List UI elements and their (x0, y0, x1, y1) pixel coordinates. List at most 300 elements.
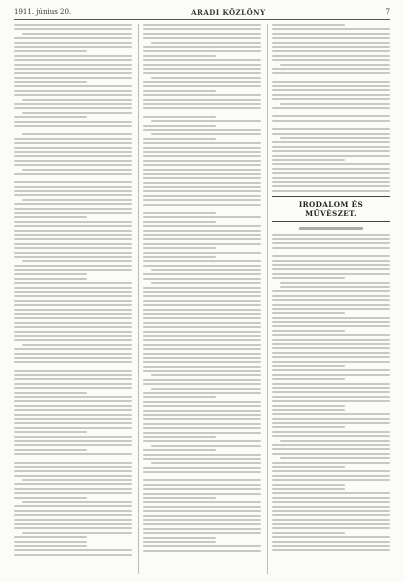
text-line-placeholder (143, 216, 261, 218)
text-line-placeholder (22, 112, 132, 114)
text-line-placeholder (14, 505, 132, 507)
text-line-placeholder (143, 190, 261, 192)
text-line-placeholder (272, 37, 390, 39)
text-line-placeholder (143, 348, 261, 350)
text-line-placeholder (272, 365, 345, 367)
text-line-placeholder (272, 268, 390, 270)
text-line-placeholder (14, 523, 132, 525)
text-line-placeholder (14, 392, 87, 394)
text-line-placeholder (14, 181, 132, 183)
text-line-placeholder (14, 374, 132, 376)
text-line-placeholder (143, 151, 261, 153)
text-line-placeholder (272, 488, 345, 490)
text-line-placeholder (14, 291, 132, 293)
text-line-placeholder (272, 422, 390, 424)
text-line-placeholder (272, 409, 345, 411)
text-line-placeholder (14, 55, 132, 57)
text-line-placeholder (14, 304, 132, 306)
text-line-placeholder (272, 98, 390, 100)
text-line-placeholder (143, 81, 261, 83)
text-line-placeholder (272, 356, 390, 358)
text-line-placeholder (14, 462, 132, 464)
text-line-placeholder (272, 260, 390, 262)
text-line-placeholder (143, 471, 261, 473)
text-line-placeholder (151, 120, 261, 122)
text-line-placeholder (143, 414, 261, 416)
text-line-placeholder (14, 59, 132, 61)
text-line-placeholder (14, 155, 132, 157)
text-line-placeholder (143, 344, 261, 346)
text-line-placeholder (143, 212, 216, 214)
text-line-placeholder (151, 445, 261, 447)
text-line-placeholder (272, 532, 345, 534)
text-line-placeholder (14, 121, 132, 123)
header-rule (14, 19, 390, 20)
text-line-placeholder (143, 317, 261, 319)
text-line-placeholder (151, 133, 261, 135)
text-line-placeholder (272, 374, 390, 376)
text-line-placeholder (14, 309, 132, 311)
text-line-placeholder (14, 269, 132, 271)
text-line-placeholder (14, 68, 132, 70)
text-line-placeholder (272, 514, 390, 516)
text-line-placeholder (143, 252, 261, 254)
text-line-placeholder (272, 120, 390, 122)
text-line-placeholder (14, 230, 132, 232)
section-heading-literature: IRODALOM ÉS MŰVÉSZET. (272, 196, 390, 222)
text-line-placeholder (272, 190, 390, 192)
text-line-placeholder (143, 467, 261, 469)
text-line-placeholder (272, 396, 390, 398)
text-line-placeholder (14, 470, 132, 472)
text-line-placeholder (280, 64, 390, 66)
text-line-placeholder (14, 46, 132, 48)
text-line-placeholder (22, 99, 132, 101)
text-line-placeholder (14, 216, 87, 218)
text-line-placeholder (14, 273, 87, 275)
text-line-placeholder (14, 116, 87, 118)
text-line-placeholder (272, 339, 390, 341)
text-line-placeholder (14, 378, 132, 380)
text-line-placeholder (143, 103, 261, 105)
text-line-placeholder (14, 225, 132, 227)
text-line-placeholder (143, 28, 261, 30)
text-line-placeholder (14, 256, 132, 258)
text-column-2 (143, 24, 261, 574)
text-line-placeholder (272, 466, 345, 468)
text-line-placeholder (14, 24, 132, 26)
text-line-placeholder (143, 449, 216, 451)
text-line-placeholder (272, 334, 390, 336)
page-header (14, 6, 390, 18)
text-line-placeholder (14, 125, 132, 127)
text-line-placeholder (143, 410, 261, 412)
text-line-placeholder (272, 378, 345, 380)
text-line-placeholder (143, 537, 216, 539)
text-line-placeholder (14, 436, 132, 438)
text-line-placeholder (14, 444, 132, 446)
text-line-placeholder (143, 370, 261, 372)
text-line-placeholder (272, 479, 390, 481)
text-line-placeholder (151, 282, 261, 284)
text-line-placeholder (272, 59, 390, 61)
text-line-placeholder (143, 90, 216, 92)
text-line-placeholder (143, 160, 261, 162)
text-line-placeholder (272, 264, 390, 266)
text-line-placeholder (151, 77, 261, 79)
text-line-placeholder (14, 278, 87, 280)
text-line-placeholder (143, 335, 261, 337)
text-line-placeholder (143, 107, 261, 109)
text-line-placeholder (143, 423, 261, 425)
text-line-placeholder (14, 519, 132, 521)
text-line-placeholder (143, 519, 261, 521)
text-line-placeholder (143, 265, 261, 267)
text-line-placeholder (272, 159, 345, 161)
section-subheading (299, 227, 364, 230)
text-line-placeholder (272, 177, 390, 179)
text-line-placeholder (143, 339, 261, 341)
text-line-placeholder (14, 282, 132, 284)
text-line-placeholder (143, 68, 261, 70)
text-line-placeholder (14, 405, 132, 407)
text-line-placeholder (143, 396, 216, 398)
text-line-placeholder (143, 260, 261, 262)
text-line-placeholder (14, 353, 132, 355)
text-line-placeholder (272, 484, 345, 486)
text-line-placeholder (272, 89, 390, 91)
text-line-placeholder (143, 186, 261, 188)
text-line-placeholder (272, 549, 390, 551)
text-line-placeholder (14, 173, 132, 175)
text-line-placeholder (272, 312, 345, 314)
text-line-placeholder (14, 554, 132, 556)
text-line-placeholder (272, 510, 390, 512)
text-line-placeholder (14, 186, 132, 188)
text-line-placeholder (272, 492, 390, 494)
text-line-placeholder (280, 457, 390, 459)
text-line-placeholder (14, 339, 132, 341)
text-line-placeholder (143, 225, 261, 227)
text-line-placeholder (143, 72, 261, 74)
text-line-placeholder (14, 422, 132, 424)
text-line-placeholder (14, 72, 132, 74)
text-line-placeholder (22, 479, 132, 481)
text-line-placeholder (272, 185, 390, 187)
text-line-placeholder (143, 379, 261, 381)
text-line-placeholder (14, 81, 87, 83)
text-line-placeholder (143, 195, 261, 197)
text-line-placeholder (143, 506, 261, 508)
text-line-placeholder (14, 138, 132, 140)
text-line-placeholder (272, 426, 345, 428)
text-line-placeholder (14, 203, 132, 205)
text-line-placeholder (143, 326, 261, 328)
text-line-placeholder (143, 230, 261, 232)
text-line-placeholder (272, 497, 390, 499)
text-line-placeholder (143, 169, 261, 171)
text-line-placeholder (272, 475, 390, 477)
text-line-placeholder (272, 255, 390, 257)
text-line-placeholder (272, 308, 390, 310)
header-date: 1911. június 20. (14, 8, 72, 16)
text-line-placeholder (151, 269, 261, 271)
text-line-placeholder (143, 85, 261, 87)
text-line-placeholder (272, 418, 390, 420)
text-line-placeholder (143, 177, 261, 179)
text-line-placeholder (22, 532, 132, 534)
text-line-placeholder (143, 454, 261, 456)
text-line-placeholder (280, 440, 390, 442)
text-line-placeholder (22, 260, 132, 262)
text-line-placeholder (143, 479, 261, 481)
text-line-placeholder (143, 295, 261, 297)
text-line-placeholder (143, 116, 216, 118)
text-line-placeholder (143, 427, 261, 429)
text-line-placeholder (272, 453, 390, 455)
text-line-placeholder (14, 147, 132, 149)
text-line-placeholder (143, 94, 261, 96)
text-line-placeholder (143, 147, 261, 149)
text-line-placeholder (272, 128, 390, 130)
text-line-placeholder (272, 444, 390, 446)
text-line-placeholder (272, 448, 390, 450)
text-line-placeholder (143, 418, 261, 420)
text-line-placeholder (272, 519, 390, 521)
text-line-placeholder (272, 523, 390, 525)
text-line-placeholder (143, 497, 216, 499)
text-line-placeholder (14, 212, 132, 214)
text-line-placeholder (14, 497, 87, 499)
text-line-placeholder (143, 256, 216, 258)
text-line-placeholder (143, 46, 261, 48)
text-line-placeholder (14, 331, 132, 333)
text-line-placeholder (143, 361, 261, 363)
text-line-placeholder (22, 33, 132, 35)
text-line-placeholder (22, 133, 132, 135)
text-line-placeholder (143, 322, 261, 324)
text-line-placeholder (14, 190, 132, 192)
text-line-placeholder (14, 90, 132, 92)
text-line-placeholder (143, 510, 261, 512)
text-line-placeholder (14, 514, 132, 516)
text-line-placeholder (143, 164, 261, 166)
text-line-placeholder (143, 488, 261, 490)
column-separator (267, 24, 268, 574)
text-line-placeholder (14, 37, 132, 39)
text-line-placeholder (14, 536, 87, 538)
text-line-placeholder (272, 42, 390, 44)
text-line-placeholder (143, 528, 261, 530)
text-line-placeholder (151, 388, 261, 390)
text-line-placeholder (272, 28, 390, 30)
text-line-placeholder (143, 532, 261, 534)
text-line-placeholder (143, 99, 261, 101)
text-line-placeholder (272, 242, 390, 244)
text-line-placeholder (14, 194, 132, 196)
text-line-placeholder (143, 436, 216, 438)
text-line-placeholder (14, 64, 132, 66)
text-line-placeholder (280, 137, 390, 139)
text-line-placeholder (272, 24, 345, 26)
text-line-placeholder (143, 59, 261, 61)
text-line-placeholder (14, 295, 132, 297)
text-line-placeholder (14, 361, 132, 363)
text-line-placeholder (272, 163, 390, 165)
text-line-placeholder (272, 107, 390, 109)
text-line-placeholder (14, 387, 132, 389)
text-line-placeholder (14, 335, 132, 337)
text-line-placeholder (14, 326, 132, 328)
text-line-placeholder (272, 413, 390, 415)
text-line-placeholder (14, 50, 87, 52)
text-line-placeholder (143, 238, 261, 240)
text-line-placeholder (143, 392, 261, 394)
text-line-placeholder (272, 150, 390, 152)
text-line-placeholder (14, 221, 132, 223)
text-line-placeholder (272, 141, 390, 143)
text-line-placeholder (143, 300, 261, 302)
text-line-placeholder (143, 125, 216, 127)
text-line-placeholder (272, 361, 390, 363)
text-line-placeholder (143, 37, 261, 39)
text-line-placeholder (272, 501, 390, 503)
text-line-placeholder (14, 383, 132, 385)
text-line-placeholder (272, 85, 390, 87)
text-line-placeholder (14, 396, 132, 398)
text-line-placeholder (143, 204, 261, 206)
text-line-placeholder (143, 243, 261, 245)
text-line-placeholder (272, 50, 390, 52)
text-line-placeholder (272, 347, 390, 349)
text-line-placeholder (143, 523, 261, 525)
text-line-placeholder (143, 142, 261, 144)
text-line-placeholder (22, 501, 132, 503)
text-line-placeholder (143, 440, 261, 442)
text-line-placeholder (14, 300, 132, 302)
newspaper-title: ARADI KÖZLÖNY (191, 7, 266, 17)
text-line-placeholder (14, 545, 87, 547)
text-line-placeholder (272, 72, 390, 74)
text-line-placeholder (143, 55, 216, 57)
text-line-placeholder (272, 68, 390, 70)
text-line-placeholder (272, 168, 390, 170)
text-line-placeholder (14, 103, 132, 105)
text-line-placeholder (272, 506, 390, 508)
text-line-placeholder (143, 484, 261, 486)
text-line-placeholder (272, 94, 390, 96)
text-line-placeholder (143, 64, 261, 66)
text-line-placeholder (280, 103, 390, 105)
text-line-placeholder (22, 169, 132, 171)
text-line-placeholder (14, 400, 132, 402)
text-line-placeholder (143, 458, 261, 460)
text-line-placeholder (272, 383, 390, 385)
text-line-placeholder (143, 33, 261, 35)
text-line-placeholder (272, 527, 390, 529)
text-line-placeholder (272, 343, 390, 345)
text-line-placeholder (14, 475, 132, 477)
text-line-placeholder (143, 247, 216, 249)
text-line-placeholder (14, 418, 132, 420)
text-line-placeholder (14, 77, 132, 79)
text-line-placeholder (151, 462, 261, 464)
text-line-placeholder (272, 234, 390, 236)
text-line-placeholder (272, 33, 390, 35)
text-line-placeholder (143, 273, 261, 275)
text-line-placeholder (272, 181, 390, 183)
text-line-placeholder (22, 199, 132, 201)
text-line-placeholder (14, 414, 132, 416)
text-line-placeholder (14, 247, 132, 249)
text-line-placeholder (22, 344, 132, 346)
text-line-placeholder (272, 391, 390, 393)
text-column-3 (272, 24, 390, 574)
text-line-placeholder (14, 488, 132, 490)
text-line-placeholder (14, 151, 132, 153)
text-line-placeholder (272, 536, 390, 538)
text-line-placeholder (143, 401, 261, 403)
text-line-placeholder (272, 146, 390, 148)
text-line-placeholder (272, 247, 390, 249)
text-line-placeholder (14, 107, 132, 109)
text-line-placeholder (14, 409, 132, 411)
text-line-placeholder (280, 282, 390, 284)
text-line-placeholder (14, 287, 132, 289)
text-line-placeholder (272, 155, 390, 157)
text-line-placeholder (14, 322, 132, 324)
text-line-placeholder (143, 309, 261, 311)
text-line-placeholder (143, 24, 261, 26)
text-line-placeholder (143, 432, 261, 434)
text-line-placeholder (272, 304, 390, 306)
text-line-placeholder (14, 466, 132, 468)
text-line-placeholder (14, 142, 132, 144)
text-line-placeholder (272, 115, 390, 117)
text-line-placeholder (272, 299, 390, 301)
text-line-placeholder (272, 290, 390, 292)
text-line-placeholder (272, 462, 390, 464)
text-line-placeholder (272, 172, 390, 174)
text-line-placeholder (143, 155, 261, 157)
text-line-placeholder (272, 387, 390, 389)
text-line-placeholder (143, 287, 261, 289)
text-line-placeholder (14, 243, 132, 245)
text-line-placeholder (272, 238, 390, 240)
text-line-placeholder (272, 325, 390, 327)
text-line-placeholder (272, 133, 390, 135)
text-line-placeholder (272, 545, 390, 547)
text-line-placeholder (14, 370, 132, 372)
text-line-placeholder (280, 286, 390, 288)
text-line-placeholder (14, 94, 132, 96)
text-line-placeholder (272, 541, 390, 543)
text-line-placeholder (272, 55, 390, 57)
text-line-placeholder (143, 199, 261, 201)
text-line-placeholder (14, 483, 132, 485)
text-line-placeholder (272, 431, 390, 433)
text-line-placeholder (272, 405, 345, 407)
text-line-placeholder (143, 138, 216, 140)
text-column-1 (14, 24, 132, 574)
text-line-placeholder (14, 453, 132, 455)
text-line-placeholder (272, 317, 390, 319)
text-line-placeholder (143, 493, 261, 495)
text-line-placeholder (272, 321, 390, 323)
text-line-placeholder (272, 470, 390, 472)
column-separator (138, 24, 139, 574)
text-line-placeholder (14, 492, 132, 494)
